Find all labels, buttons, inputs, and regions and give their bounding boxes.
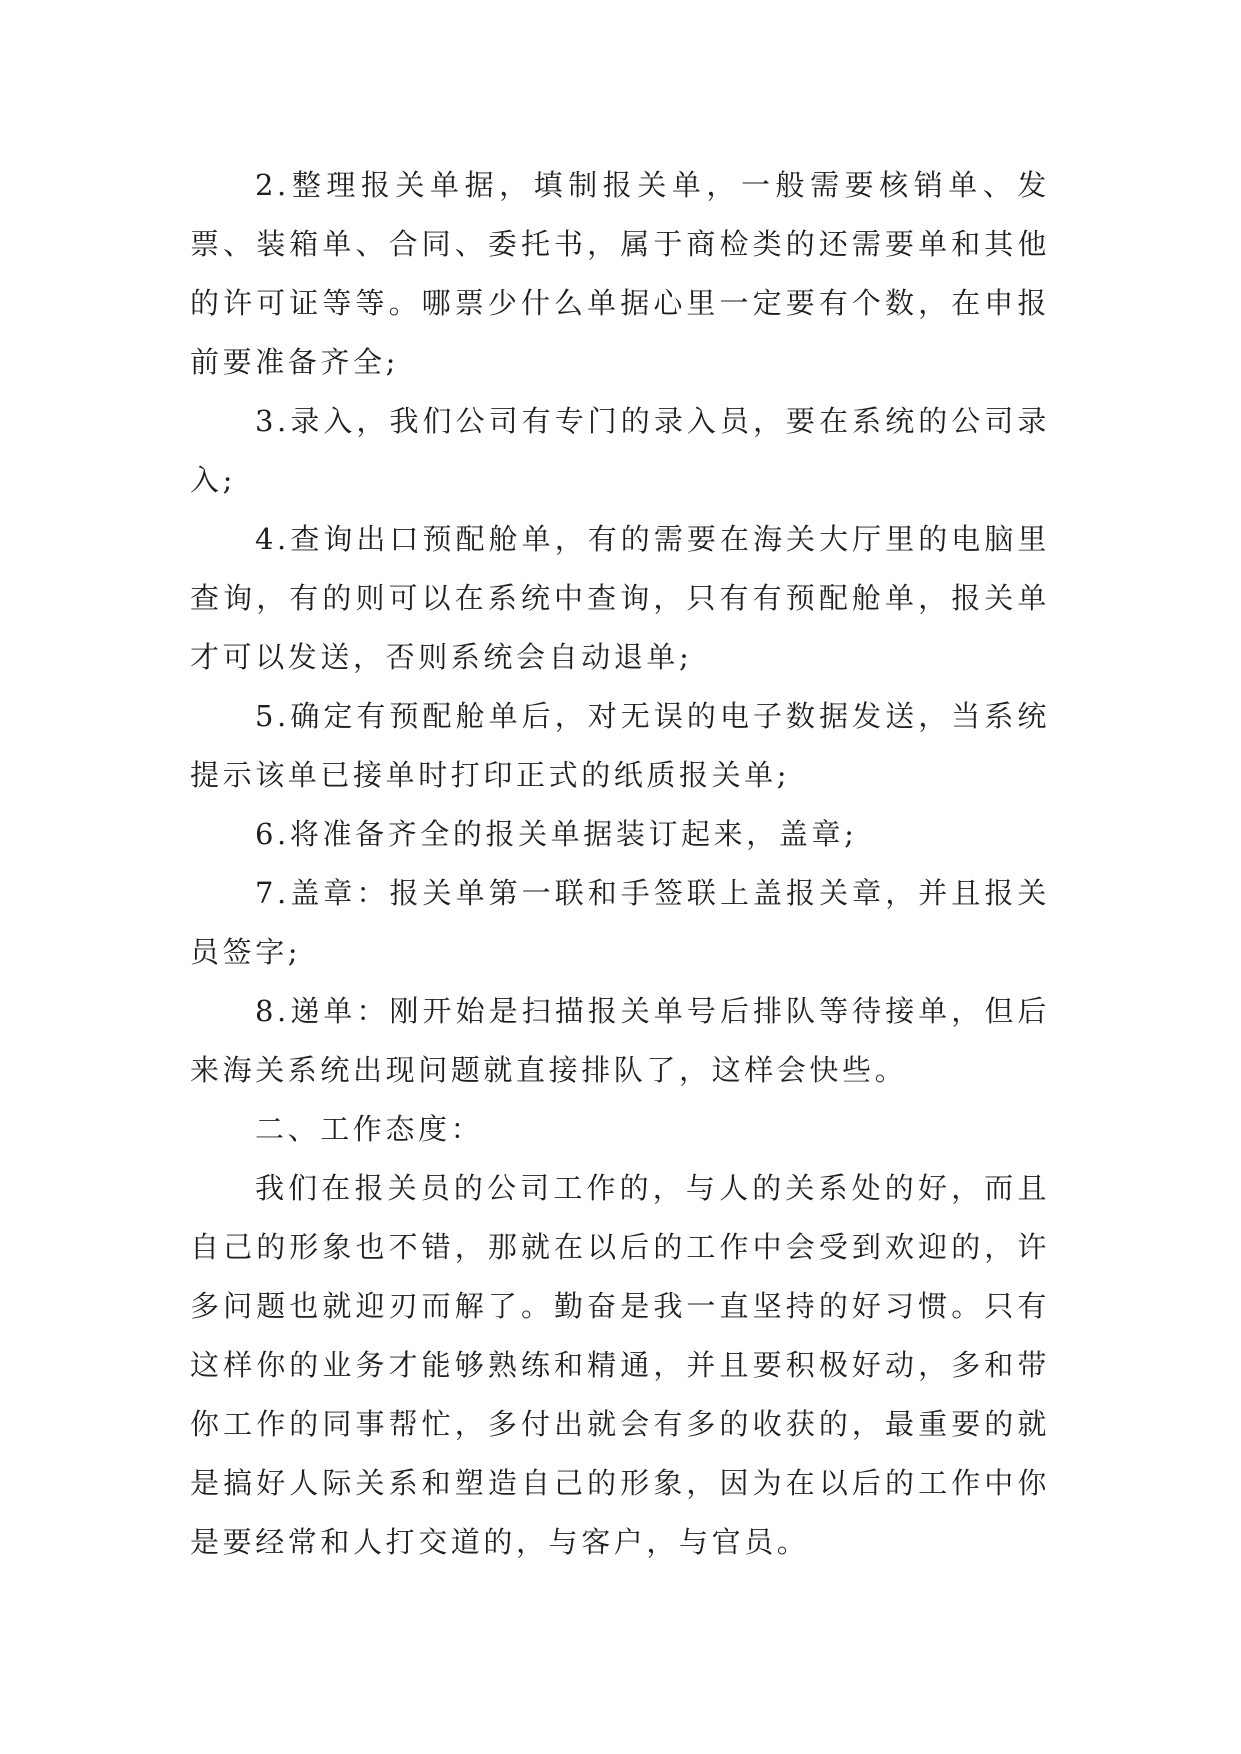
paragraph-work-attitude: 我们在报关员的公司工作的，与人的关系处的好，而且自己的形象也不错，那就在以后的工作中会受到欢迎的，许多问题也就迎刃而解了。勤奋是我一直坚持的好习惯。只有这样你的业务才能够熟练和精通，并且要积极好动，多和带你工作的同事帮忙，多付出就会有多的收获的，最重要的就是搞好人际关系和塑造自己的形象，因为在以后的工作中你是要经常和人打交道的，与客户，与官员。 xyxy=(190,1171,1050,1559)
section-heading-work-attitude: 二、工作态度： xyxy=(255,1112,484,1146)
paragraph-step-7: 7.盖章：报关单第一联和手签联上盖报关章，并且报关员签字; xyxy=(190,876,1050,969)
document-body xyxy=(190,156,1050,1572)
paragraph-step-2: 2.整理报关单据，填制报关单，一般需要核销单、发票、装箱单、合同、委托书，属于商检类的还需要单和其他的许可证等等。哪票少什么单据心里一定要有个数，在申报前要准备齐全; xyxy=(190,168,1050,379)
paragraph-step-3: 3.录入，我们公司有专门的录入员，要在系统的公司录入; xyxy=(190,404,1050,497)
paragraph-step-6: 6.将准备齐全的报关单据装订起来，盖章; xyxy=(255,817,858,851)
paragraph-step-8: 8.递单：刚开始是扫描报关单号后排队等待接单，但后来海关系统出现问题就直接排队了，这样会快些。 xyxy=(190,994,1050,1087)
paragraph-step-4: 4.查询出口预配舱单，有的需要在海关大厅里的电脑里查询，有的则可以在系统中查询，只有有预配舱单，报关单才可以发送，否则系统会自动退单; xyxy=(190,522,1050,674)
paragraph-step-5: 5.确定有预配舱单后，对无误的电子数据发送，当系统提示该单已接单时打印正式的纸质报关单; xyxy=(190,699,1050,792)
